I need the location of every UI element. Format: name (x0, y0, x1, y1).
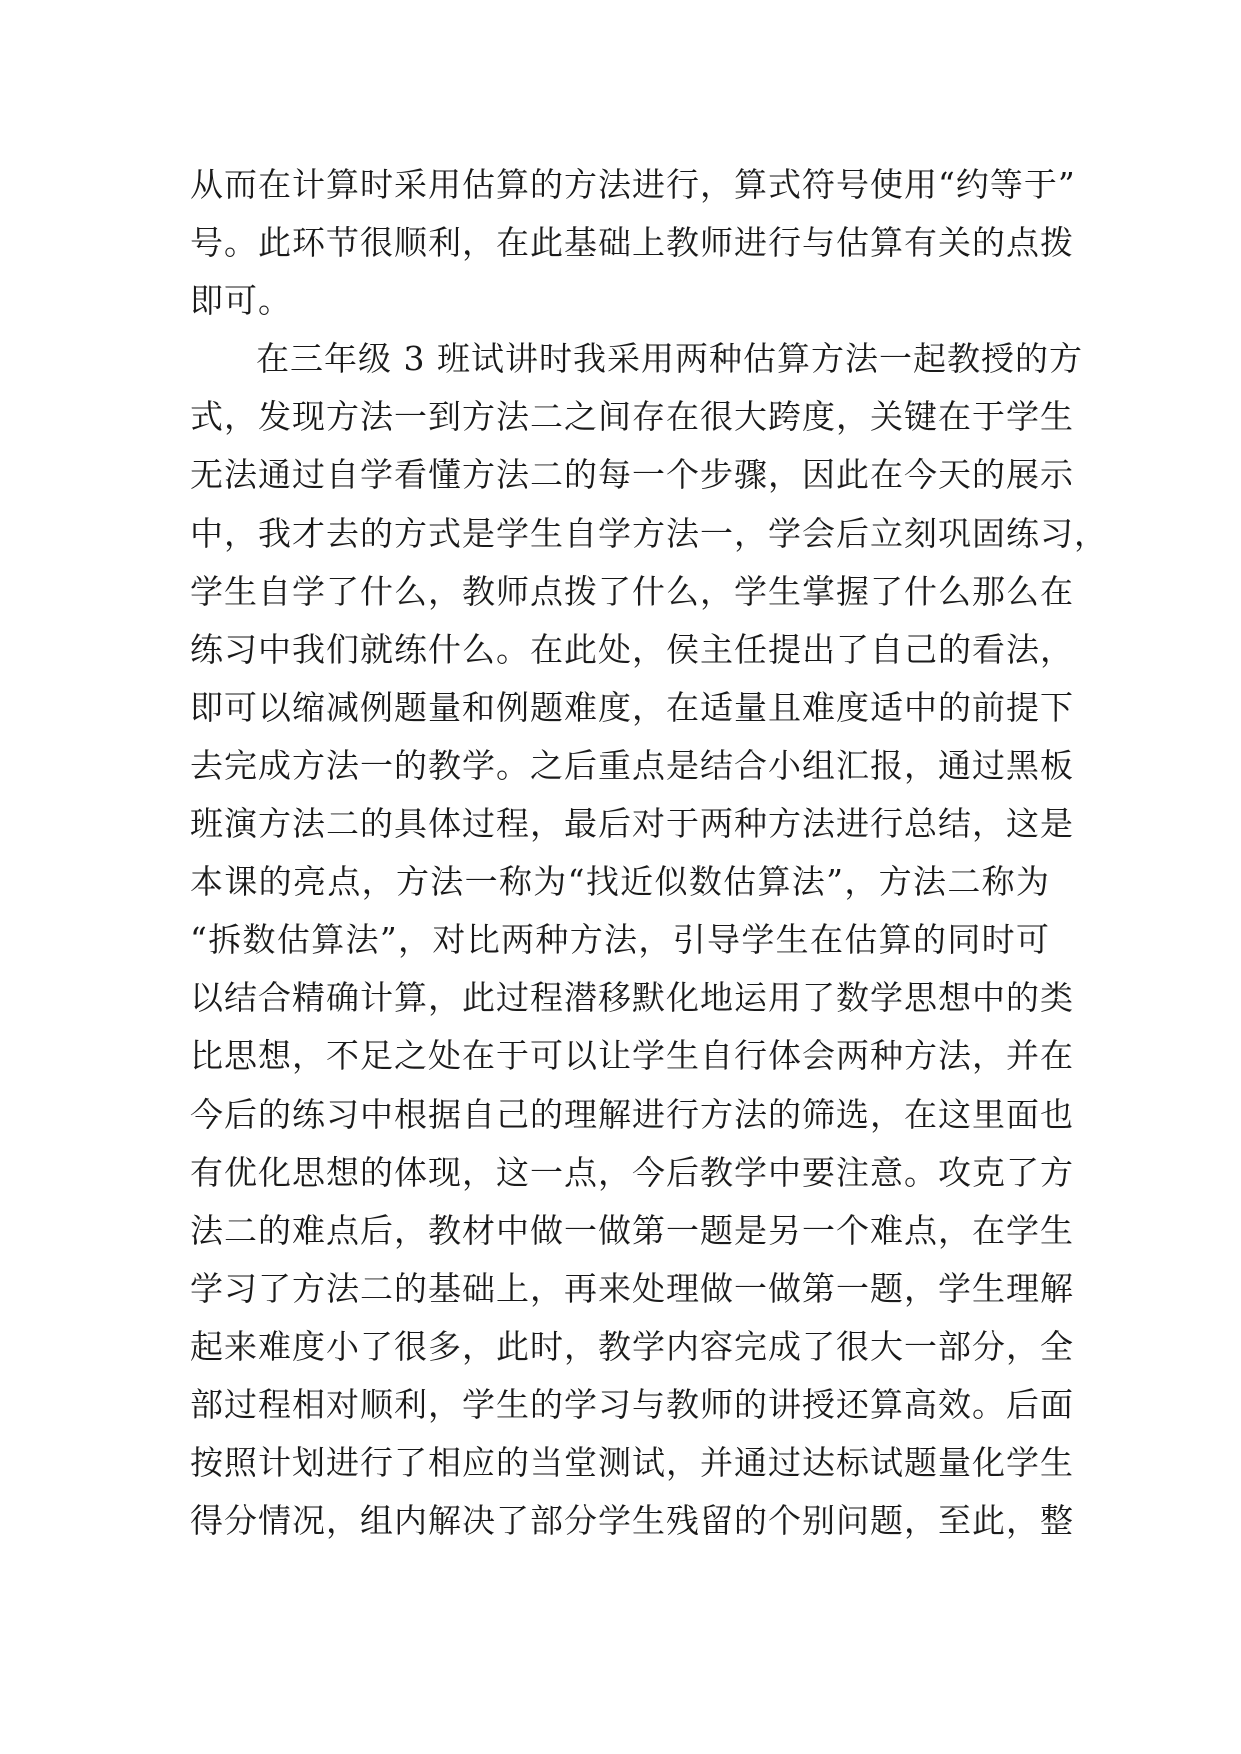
text-line: 无法通过自学看懂方法二的每一个步骤，因此在今天的展示 (190, 455, 1074, 495)
text-line: 即可以缩减例题量和例题难度，在适量且难度适中的前提下 (190, 687, 1074, 727)
text-line: 以结合精确计算，此过程潜移默化地运用了数学思想中的类 (190, 978, 1074, 1018)
paragraph-2 (190, 330, 1108, 1550)
text-line: “拆数估算法”，对比两种方法，引导学生在估算的同时可 (190, 920, 1050, 960)
text-line: 有优化思想的体现，这一点，今后教学中要注意。攻克了方 (190, 1152, 1074, 1192)
text-line: 得分情况，组内解决了部分学生残留的个别问题，至此，整 (190, 1501, 1074, 1541)
text-line: 今后的练习中根据自己的理解进行方法的筛选，在这里面也 (190, 1094, 1074, 1134)
text-line: 起来难度小了很多，此时，教学内容完成了很大一部分，全 (190, 1326, 1074, 1366)
text-line: 班演方法二的具体过程，最后对于两种方法进行总结，这是 (190, 804, 1074, 844)
text-line: 法二的难点后，教材中做一做第一题是另一个难点，在学生 (190, 1210, 1074, 1250)
text-line: 学习了方法二的基础上，再来处理做一做第一题，学生理解 (190, 1268, 1074, 1308)
paragraph-1 (190, 156, 1076, 330)
body-text (190, 156, 1108, 1550)
text-line: 即可。 (190, 281, 292, 321)
text-line: 学生自学了什么，教师点拨了什么，学生掌握了什么那么在 (190, 571, 1074, 611)
text-line: 练习中我们就练什么。在此处，侯主任提出了自己的看法， (190, 629, 1074, 669)
text-line: 在三年级 3 班试讲时我采用两种估算方法一起教授的方 (256, 339, 1083, 379)
text-line: 按照计划进行了相应的当堂测试，并通过达标试题量化学生 (190, 1443, 1074, 1483)
text-line: 从而在计算时采用估算的方法进行，算式符号使用“约等于” (190, 165, 1076, 204)
text-line: 部过程相对顺利，学生的学习与教师的讲授还算高效。后面 (190, 1384, 1074, 1424)
text-line: 号。此环节很顺利，在此基础上教师进行与估算有关的点拨 (190, 223, 1074, 263)
text-line: 式，发现方法一到方法二之间存在很大跨度，关键在于学生 (190, 397, 1074, 437)
text-line: 中，我才去的方式是学生自学方法一，学会后立刻巩固练习， (190, 513, 1108, 553)
text-line: 本课的亮点，方法一称为“找近似数估算法”，方法二称为 (190, 862, 1050, 902)
text-line: 比思想，不足之处在于可以让学生自行体会两种方法，并在 (190, 1036, 1074, 1076)
text-line: 去完成方法一的教学。之后重点是结合小组汇报，通过黑板 (190, 745, 1074, 785)
